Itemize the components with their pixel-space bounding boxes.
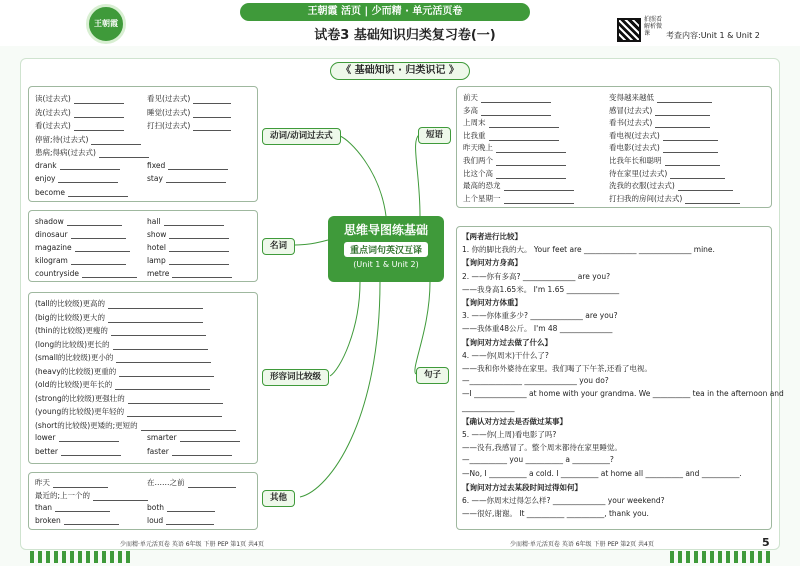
sentence-line: —No, I __________ a cold. I __________ at home all __________ and __________. (462, 468, 742, 478)
item-text: 打扫(过去式) (147, 121, 191, 130)
tag-verbs: 动词/动词过去式 (262, 128, 341, 145)
item-text: 患病;得病(过去式) (35, 148, 96, 157)
answer-blank[interactable] (55, 504, 110, 512)
item-row (147, 174, 226, 183)
footer-left: 少而精·单元活页卷 英语 6年级 下册 PEP 第1页 共4页 (120, 541, 264, 548)
section-title: 《 基础知识 · 归类识记 》 (330, 62, 470, 80)
item-text: hotel (147, 243, 166, 252)
item-text: 前天 (463, 93, 478, 102)
tag-adjectives: 形容词比较级 (262, 369, 329, 386)
item-row (147, 120, 231, 131)
center-units: (Unit 1 & Unit 2) (353, 260, 419, 269)
item-text: (old的比较级)更年长的 (35, 380, 113, 389)
item-row (35, 312, 203, 323)
item-text: 看见(过去式) (147, 94, 191, 103)
answer-blank[interactable] (108, 315, 203, 323)
answer-blank[interactable] (655, 108, 710, 116)
item-text: 洗(过去式) (35, 107, 71, 117)
item-row (35, 339, 208, 350)
item-text: 昨天晚上 (463, 143, 493, 153)
item-row (35, 325, 206, 336)
answer-blank[interactable] (678, 183, 733, 191)
header (0, 0, 800, 46)
answer-blank[interactable] (128, 396, 223, 404)
item-text: than (35, 503, 53, 512)
item-text: 上个星期一 (463, 193, 501, 203)
answer-blank[interactable] (108, 301, 203, 309)
item-text: enjoy (35, 174, 56, 183)
answer-blank[interactable] (99, 150, 149, 158)
item-row (147, 243, 229, 252)
item-text: show (147, 230, 167, 239)
item-text: 停留;待(过去式) (35, 134, 89, 144)
answer-blank[interactable] (74, 96, 124, 104)
item-text: 看电影(过去式) (609, 143, 660, 153)
item-text: fixed (147, 160, 166, 170)
item-text: 打扫我的房间(过去式) (609, 193, 683, 203)
exam-scope: 考查内容:Unit 1 & Unit 2 (666, 31, 760, 40)
answer-blank[interactable] (111, 328, 206, 336)
item-row (147, 230, 229, 239)
item-row (35, 406, 222, 417)
item-row (609, 193, 740, 204)
item-row (609, 155, 720, 166)
item-text: 最高的恐龙 (463, 181, 501, 191)
answer-blank[interactable] (71, 231, 126, 239)
answer-blank[interactable] (74, 110, 124, 118)
item-row (35, 490, 148, 501)
item-text: 看书(过去式) (609, 118, 653, 128)
sentence-line: ______________ (462, 402, 515, 412)
item-text: (young的比较级)更年轻的 (35, 407, 125, 416)
item-text: hall (147, 217, 161, 226)
tag-nouns: 名词 (262, 238, 295, 255)
page-title: 试卷3 基础知识归类复习卷(一) (314, 28, 496, 43)
answer-blank[interactable] (188, 480, 236, 488)
item-row (35, 188, 128, 197)
answer-blank[interactable] (193, 96, 231, 104)
item-text: (heavy的比较级)更重的 (35, 366, 117, 376)
sentence-line: ——没有,我感冒了。整个周末都待在家里睡觉。 (462, 443, 622, 453)
item-row (35, 366, 214, 377)
item-text: 在……之前 (147, 478, 185, 487)
item-text: 变得越来越低 (609, 93, 654, 102)
answer-blank[interactable] (504, 183, 574, 191)
sentence-category: 【询问对方过去做了什么】 (462, 337, 552, 347)
item-row (35, 256, 126, 265)
item-row (35, 107, 124, 118)
answer-blank[interactable] (663, 145, 718, 153)
sentence-line: 1. 你的脚比我的大。 Your feet are ______________ ______________ mine. (462, 245, 715, 255)
sentence-category: 【确认对方过去是否做过某事】 (462, 416, 567, 426)
item-text: magazine (35, 243, 72, 252)
answer-blank[interactable] (169, 244, 229, 252)
item-row (35, 243, 130, 252)
publisher-logo: 王朝霞 (86, 4, 126, 44)
item-text: stay (147, 174, 163, 183)
sentence-line: ——很好,谢谢。 It __________ __________, thank you. (462, 509, 649, 519)
item-text: smarter (147, 433, 177, 442)
item-row (35, 298, 203, 309)
answer-blank[interactable] (75, 244, 130, 252)
answer-blank[interactable] (59, 434, 119, 442)
item-text: both (147, 503, 165, 512)
item-text: 看电视(过去式) (609, 130, 660, 140)
answer-blank[interactable] (172, 270, 232, 278)
center-title: 思维导图练基础 (343, 223, 428, 237)
answer-blank[interactable] (657, 95, 712, 103)
item-text: dinosaur (35, 230, 68, 239)
item-text: 我们两个 (463, 156, 493, 165)
answer-blank[interactable] (663, 133, 718, 141)
item-text: loud (147, 516, 164, 525)
item-text: (thin的比较级)更瘦的 (35, 326, 108, 335)
item-text: better (35, 446, 58, 456)
answer-blank[interactable] (180, 434, 240, 442)
item-text: 上周末 (463, 118, 486, 128)
item-text: 多高 (463, 105, 478, 115)
phrases-box (456, 86, 772, 208)
adjectives-box (28, 292, 258, 464)
item-row (147, 447, 232, 456)
item-row (35, 352, 211, 363)
answer-blank[interactable] (74, 123, 124, 131)
item-row (463, 180, 574, 191)
answer-blank[interactable] (193, 110, 231, 118)
answer-blank[interactable] (193, 123, 231, 131)
sentence-line: ——我和你外婆待在家里。我们喝了下午茶,还看了电视。 (462, 364, 652, 373)
sentence-line: —__________ you __________ a __________? (462, 455, 614, 465)
sentence-line: 6. ——你周末过得怎么样? ______________ your weekend? (462, 496, 665, 505)
answer-blank[interactable] (91, 137, 141, 145)
item-text: 睡觉(过去式) (147, 107, 191, 117)
item-row (463, 117, 559, 128)
answer-blank[interactable] (60, 162, 120, 170)
item-text: 读(过去式) (35, 94, 71, 103)
item-row (147, 256, 229, 265)
answer-blank[interactable] (115, 382, 210, 390)
answer-blank[interactable] (61, 448, 121, 456)
answer-blank[interactable] (496, 145, 566, 153)
item-text: kilogram (35, 256, 68, 265)
item-row (463, 130, 559, 141)
item-text: (tall的比较级)更高的 (35, 299, 106, 308)
item-row (463, 92, 551, 103)
answer-blank[interactable] (655, 120, 710, 128)
item-row (463, 142, 566, 153)
item-text: countryside (35, 269, 80, 278)
item-text: broken (35, 516, 61, 525)
qr-caption: 拍照看解析微课 (644, 16, 663, 37)
item-row (609, 105, 710, 116)
sentence-category: 【询问对方身高】 (462, 258, 522, 268)
item-text: shadow (35, 217, 64, 226)
answer-blank[interactable] (113, 342, 208, 350)
answer-blank[interactable] (53, 480, 108, 488)
answer-blank[interactable] (169, 231, 229, 239)
sentence-line: 5. ——你(上周)看电影了吗? (462, 430, 557, 439)
item-row (147, 217, 224, 226)
item-text: 洗我的衣服(过去式) (609, 181, 675, 191)
item-row (147, 516, 214, 525)
sentence-line: ——我身高1.65米。 I'm 1.65 ______________ (462, 284, 620, 294)
item-row (147, 269, 232, 278)
answer-blank[interactable] (82, 270, 137, 278)
mindmap-center (328, 216, 444, 282)
item-text: 比我重 (463, 130, 486, 140)
answer-blank[interactable] (489, 120, 559, 128)
nouns-box (28, 210, 258, 282)
answer-blank[interactable] (481, 108, 551, 116)
item-row (35, 134, 141, 145)
item-row (35, 420, 236, 431)
answer-blank[interactable] (68, 189, 128, 197)
answer-blank[interactable] (166, 175, 226, 183)
item-row (609, 142, 718, 153)
item-text: lamp (147, 256, 166, 265)
item-row (609, 180, 733, 191)
center-subtitle: 重点词句英汉互译 (344, 242, 428, 257)
item-text: metre (147, 269, 170, 278)
tag-others: 其他 (262, 490, 295, 507)
item-row (35, 147, 149, 158)
answer-blank[interactable] (93, 493, 148, 501)
sentence-line: ——我体重48公斤。 I'm 48 ______________ (462, 324, 613, 334)
item-row (35, 516, 119, 525)
item-row (35, 393, 223, 404)
item-row (609, 130, 718, 141)
item-row (147, 433, 240, 442)
sentence-line: 2. ——你有多高? ______________ are you? (462, 271, 611, 281)
item-row (463, 105, 551, 116)
answer-blank[interactable] (119, 369, 214, 377)
item-row (35, 433, 119, 442)
item-row (609, 92, 712, 103)
item-row (609, 117, 710, 128)
item-text: (strong的比较级)更强壮的 (35, 393, 125, 403)
answer-blank[interactable] (172, 448, 232, 456)
item-row (35, 379, 210, 390)
sentence-category: 【两者进行比较】 (462, 232, 522, 241)
item-text: (long的比较级)更长的 (35, 339, 110, 349)
item-text: (big的比较级)更大的 (35, 312, 105, 322)
answer-blank[interactable] (166, 517, 214, 525)
answer-blank[interactable] (64, 517, 119, 525)
item-text: faster (147, 446, 169, 456)
sentences-box (456, 226, 784, 530)
answer-blank[interactable] (141, 423, 236, 431)
item-row (35, 93, 124, 104)
sentence-line: —I ______________ at home with your grandma. We __________ tea in the afternoon and (462, 389, 784, 399)
qr-code-icon (617, 18, 641, 42)
answer-blank[interactable] (496, 171, 566, 179)
item-row (463, 155, 566, 166)
page-number: 5 (762, 536, 770, 549)
answer-blank[interactable] (67, 218, 122, 226)
verbs-box (28, 86, 258, 202)
answer-blank[interactable] (58, 175, 118, 183)
item-row (35, 447, 121, 456)
answer-blank[interactable] (504, 196, 574, 204)
item-row (147, 93, 231, 104)
item-row (463, 193, 574, 204)
item-row (35, 269, 137, 278)
sentence-category: 【询问对方过去某段时间过得如何】 (462, 482, 582, 492)
item-text: 感冒(过去式) (609, 105, 653, 115)
answer-blank[interactable] (164, 218, 224, 226)
answer-blank[interactable] (496, 158, 566, 166)
item-text: become (35, 187, 66, 197)
item-row (463, 168, 566, 179)
item-row (35, 503, 110, 512)
item-row (147, 107, 231, 118)
item-row (35, 174, 118, 183)
answer-blank[interactable] (168, 162, 228, 170)
answer-blank[interactable] (127, 409, 222, 417)
answer-blank[interactable] (481, 95, 551, 103)
sentence-category: 【询问对方体重】 (462, 298, 522, 307)
item-row (147, 477, 236, 488)
item-row (147, 503, 215, 512)
answer-blank[interactable] (167, 504, 215, 512)
answer-blank[interactable] (116, 355, 211, 363)
item-text: (small的比较级)更小的 (35, 353, 114, 362)
footer-right: 少而精·单元活页卷 英语 6年级 下册 PEP 第2页 共4页 (510, 541, 654, 548)
sentence-line: —______________ ______________ you do? (462, 376, 609, 386)
answer-blank[interactable] (665, 158, 720, 166)
answer-blank[interactable] (685, 196, 740, 204)
tag-phrases: 短语 (418, 127, 451, 144)
item-text: 看(过去式) (35, 121, 71, 130)
item-text: (short的比较级)更矮的;更短的 (35, 420, 138, 430)
answer-blank[interactable] (670, 171, 725, 179)
others-box (28, 472, 258, 530)
item-row (35, 120, 124, 131)
fence-decoration-right (670, 551, 770, 563)
answer-blank[interactable] (489, 133, 559, 141)
sentence-line: 3. ——你体重多少? ______________ are you? (462, 311, 618, 321)
item-text: drank (35, 160, 57, 170)
item-text: 比这个高 (463, 168, 493, 178)
tag-sentences: 句子 (416, 367, 449, 384)
item-text: lower (35, 433, 56, 442)
answer-blank[interactable] (169, 257, 229, 265)
item-row (35, 217, 122, 226)
brand-banner: 王朝霞 活页 | 少而精 · 单元活页卷 (240, 3, 530, 21)
fence-decoration-left (30, 551, 130, 563)
item-row (35, 230, 126, 239)
item-text: 最近的;上一个的 (35, 491, 91, 500)
item-text: 待在家里(过去式) (609, 168, 668, 178)
item-text: 比我年长和聪明 (609, 156, 662, 165)
item-row (147, 161, 228, 170)
sentence-line: 4. ——你(周末)干什么了? (462, 350, 549, 360)
item-row (35, 161, 120, 170)
item-row (35, 477, 108, 488)
item-row (609, 168, 725, 179)
answer-blank[interactable] (71, 257, 126, 265)
item-text: 昨天 (35, 478, 50, 487)
